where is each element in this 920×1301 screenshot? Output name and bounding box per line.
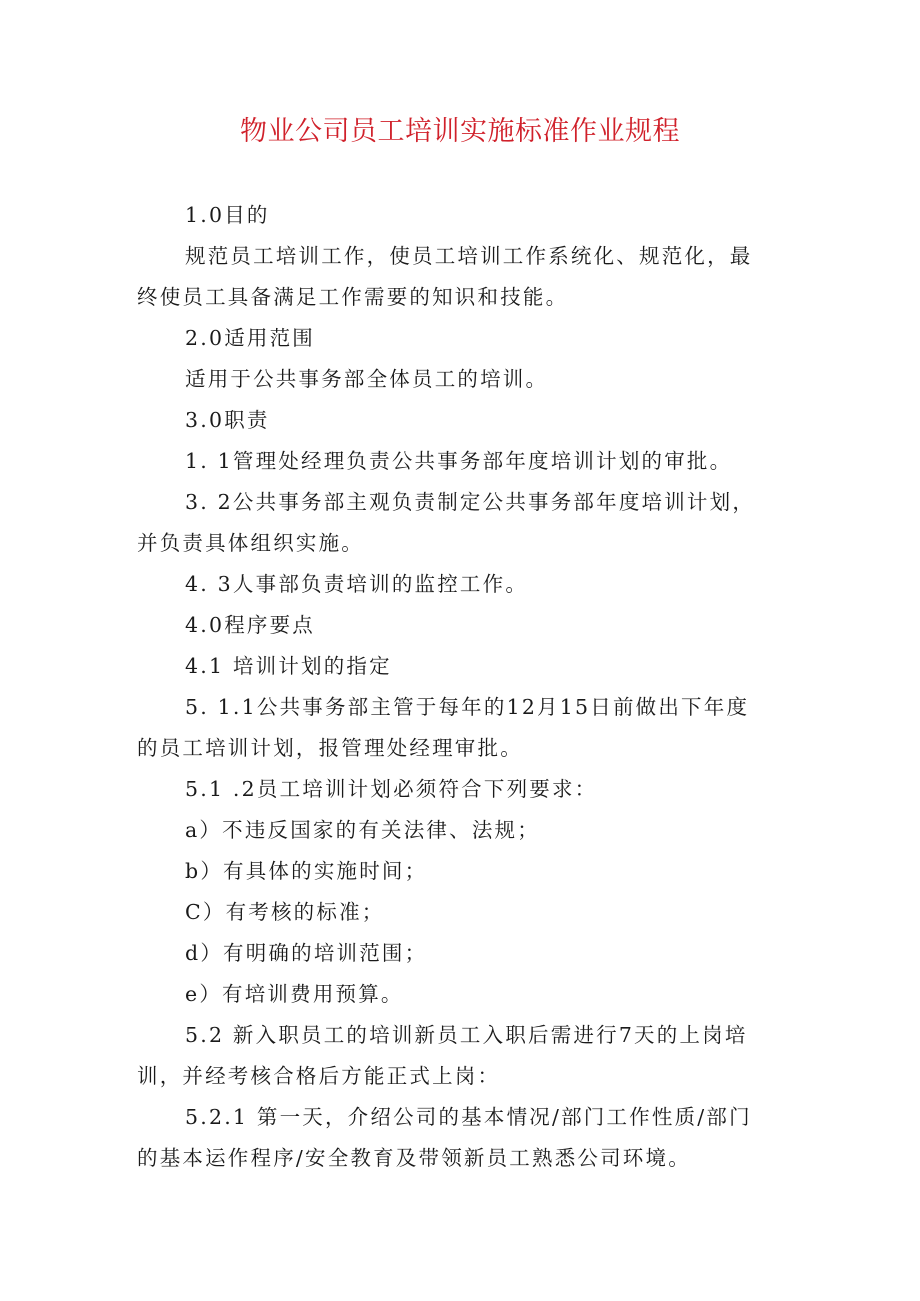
paragraph-purpose: 规范员工培训工作，使员工培训工作系统化、规范化，最终使员工具备满足工作需要的知识和技能。 [137, 244, 753, 309]
paragraph-responsibility-3: 4. 3人事部负责培训的监控工作。 [185, 572, 529, 596]
requirement-item-c: C）有考核的标准； [185, 900, 385, 924]
requirement-item-a: a）不违反国家的有关法律、法规； [185, 818, 540, 842]
paragraph-scope: 适用于公共事务部全体员工的培训。 [185, 367, 549, 391]
requirement-item-b: b）有具体的实施时间； [185, 859, 428, 883]
requirement-item-d: d）有明确的培训范围； [185, 941, 428, 965]
paragraph-responsibility-1: 1. 1管理处经理负责公共事务部年度培训计划的审批。 [185, 449, 733, 473]
requirement-item-e: e）有培训费用预算。 [185, 982, 404, 1006]
section-heading-procedure: 4.0程序要点 [185, 613, 316, 637]
paragraph-responsibility-2: 3. 2公共事务部主观负责制定公共事务部年度培训计划，并负责具体组织实施。 [137, 490, 756, 555]
subsection-heading-training-plan: 4.1 培训计划的指定 [185, 654, 392, 678]
paragraph-day-one: 5.2.1 第一天，介绍公司的基本情况/部门工作性质/部门的基本运作程序/安全教育及带领新员工熟悉公司环境。 [137, 1105, 752, 1170]
section-heading-responsibilities: 3.0职责 [185, 408, 270, 432]
document-body [137, 195, 769, 1179]
section-heading-purpose: 1.0目的 [185, 203, 270, 227]
paragraph-plan-requirements: 5.1 .2员工培训计划必须符合下列要求： [185, 777, 598, 801]
document-title: 物业公司员工培训实施标准作业规程 [240, 116, 680, 147]
paragraph-plan-deadline: 5. 1.1公共事务部主管于每年的12月15日前做出下年度的员工培训计划，报管理处经理审批。 [137, 695, 750, 760]
paragraph-new-employee-training: 5.2 新入职员工的培训新员工入职后需进行7天的上岗培训，并经考核合格后方能正式上岗： [137, 1023, 748, 1088]
section-heading-scope: 2.0适用范围 [185, 326, 316, 350]
